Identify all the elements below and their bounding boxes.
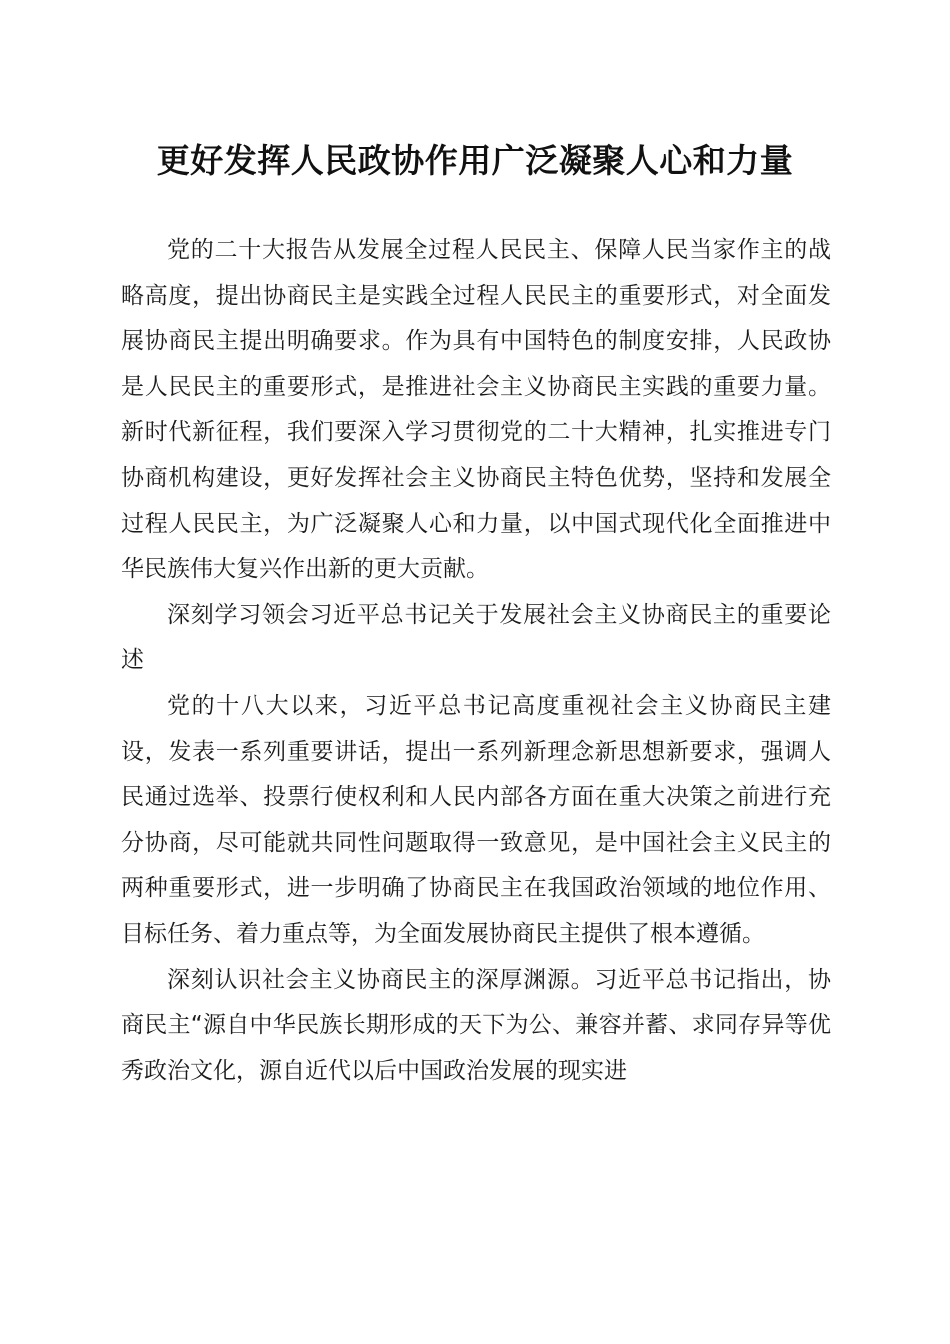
section-heading: 深刻学习领会习近平总书记关于发展社会主义协商民主的重要论述: [121, 601, 831, 674]
document-body: [121, 228, 831, 1094]
document-title: 更好发挥人民政协作用广泛凝聚人心和力量: [156, 141, 794, 180]
paragraph-intro: 党的二十大报告从发展全过程人民民主、保障人民当家作主的战略高度，提出协商民主是实践全过程人民民主的重要形式，对全面发展协商民主提出明确要求。作为具有中国特色的制度安排，人民政协是人民民主的重要形式，是推进社会主义协商民主实践的重要力量。新时代新征程，我们要深入学习贯彻党的二十大精神，扎实推进专门协商机构建设，更好发挥社会主义协商民主特色优势，坚持和发展全过程人民民主，为广泛凝聚人心和力量，以中国式现代化全面推进中华民族伟大复兴作出新的更大贡献。: [121, 237, 831, 583]
paragraph-since-18th-congress: 党的十八大以来，习近平总书记高度重视社会主义协商民主建设，发表一系列重要讲话，提出一系列新理念新思想新要求，强调人民通过选举、投票行使权利和人民内部各方面在重大决策之前进行充分协商，尽可能就共同性问题取得一致意见，是中国社会主义民主的两种重要形式，进一步明确了协商民主在我国政治领域的地位作用、目标任务、着力重点等，为全面发展协商民主提供了根本遵循。: [121, 692, 831, 947]
paragraph-deep-roots: 深刻认识社会主义协商民主的深厚渊源。习近平总书记指出，协商民主“源自中华民族长期形成的天下为公、兼容并蓄、求同存异等优秀政治文化，源自近代以后中国政治发展的现实进: [121, 966, 831, 1084]
